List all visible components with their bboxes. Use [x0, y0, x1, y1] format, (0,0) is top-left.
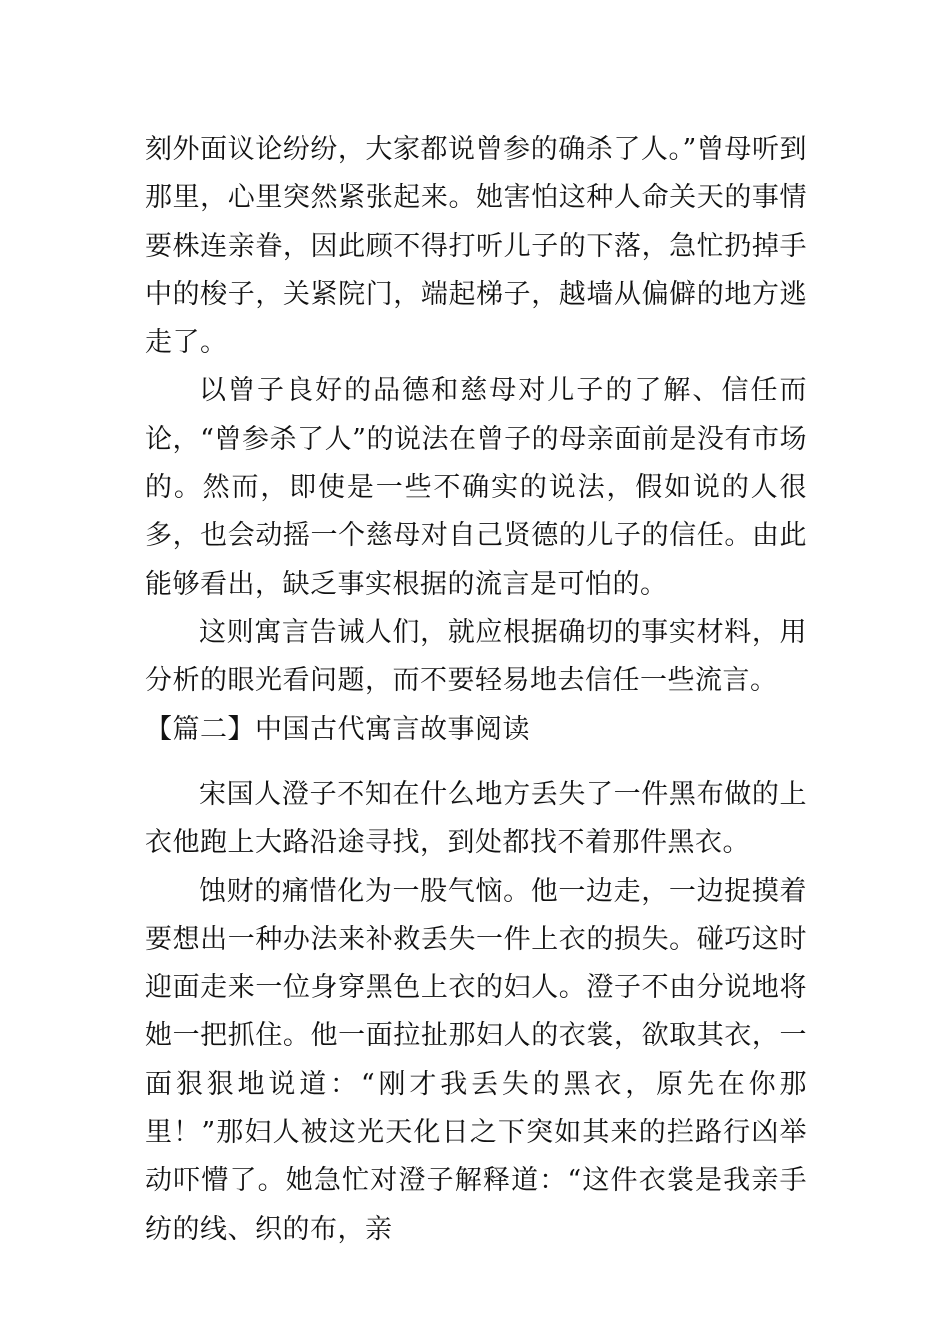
- section-heading: 【篇二】中国古代寓言故事阅读: [145, 713, 530, 745]
- paragraph: 这则寓言告诫人们，就应根据确切的事实材料，用分析的眼光看问题，而不要轻易地去信任一些流言。: [145, 616, 807, 697]
- text-block-part1: [145, 126, 807, 754]
- paragraph: 蚀财的痛惜化为一股气恼。他一边走，一边捉摸着要想出一种办法来补救丢失一件上衣的损失。碰巧这时迎面走来一位身穿黑色上衣的妇人。澄子不由分说地将她一把抓住。他一面拉扯那妇人的衣裳，欲取其衣，一面狠狠地说道：“刚才我丢失的黑衣，原先在你那里！”那妇人被这光天化日之下突如其来的拦路行凶举动吓懵了。她急忙对澄子解释道：“这件衣裳是我亲手纺的线、织的布，亲: [145, 875, 807, 1245]
- text-block-part2: [145, 771, 807, 1254]
- paragraph: 以曾子良好的品德和慈母对儿子的了解、信任而论，“曾参杀了人”的说法在曾子的母亲面前是没有市场的。然而，即使是一些不确实的说法，假如说的人很多，也会动摇一个慈母对自己贤德的儿子的信任。由此能够看出，缺乏事实根据的流言是可怕的。: [145, 375, 807, 600]
- paragraph-continued: 刻外面议论纷纷，大家都说曾参的确杀了人。”曾母听到那里，心里突然紧张起来。她害怕这种人命关天的事情要株连亲眷，因此顾不得打听儿子的下落，急忙扔掉手中的梭子，关紧院门，端起梯子，越墙从偏僻的地方逃走了。: [145, 134, 807, 359]
- paragraph: 宋国人澄子不知在什么地方丢失了一件黑布做的上衣他跑上大路沿途寻找，到处都找不着那件黑衣。: [145, 779, 807, 859]
